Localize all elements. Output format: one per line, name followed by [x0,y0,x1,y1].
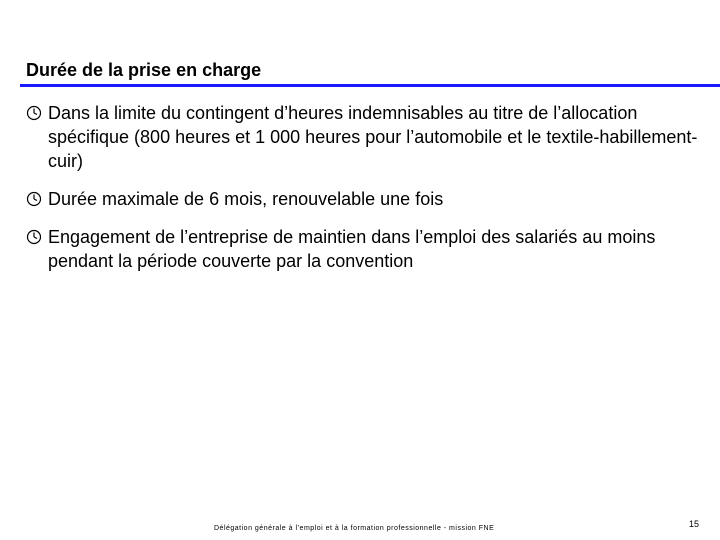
bullet-item [26,187,706,211]
footer-text: Délégation générale à l’emploi et à la formation professionnelle - mission FNE [214,525,495,532]
bullet-text: Engagement de l’entreprise de maintien dans l’emploi des salariés au moins pendant la période couverte par la convention [48,227,656,271]
bullet-list [26,101,706,287]
title-underline [20,84,720,87]
bullet-text: Durée maximale de 6 mois, renouvelable une fois [48,189,444,209]
clock-icon [26,105,42,121]
bullet-text: Dans la limite du contingent d’heures indemnisables au titre de l’allocation spécifique (800 heures et 1 000 heures pour l’automobile et le textile-habillement-cuir) [48,103,698,171]
page-number: 15 [689,519,700,529]
bullet-item [26,101,706,173]
clock-icon [26,229,42,245]
slide-title: Durée de la prise en charge [26,60,262,80]
bullet-item [26,225,706,273]
clock-icon [26,191,42,207]
